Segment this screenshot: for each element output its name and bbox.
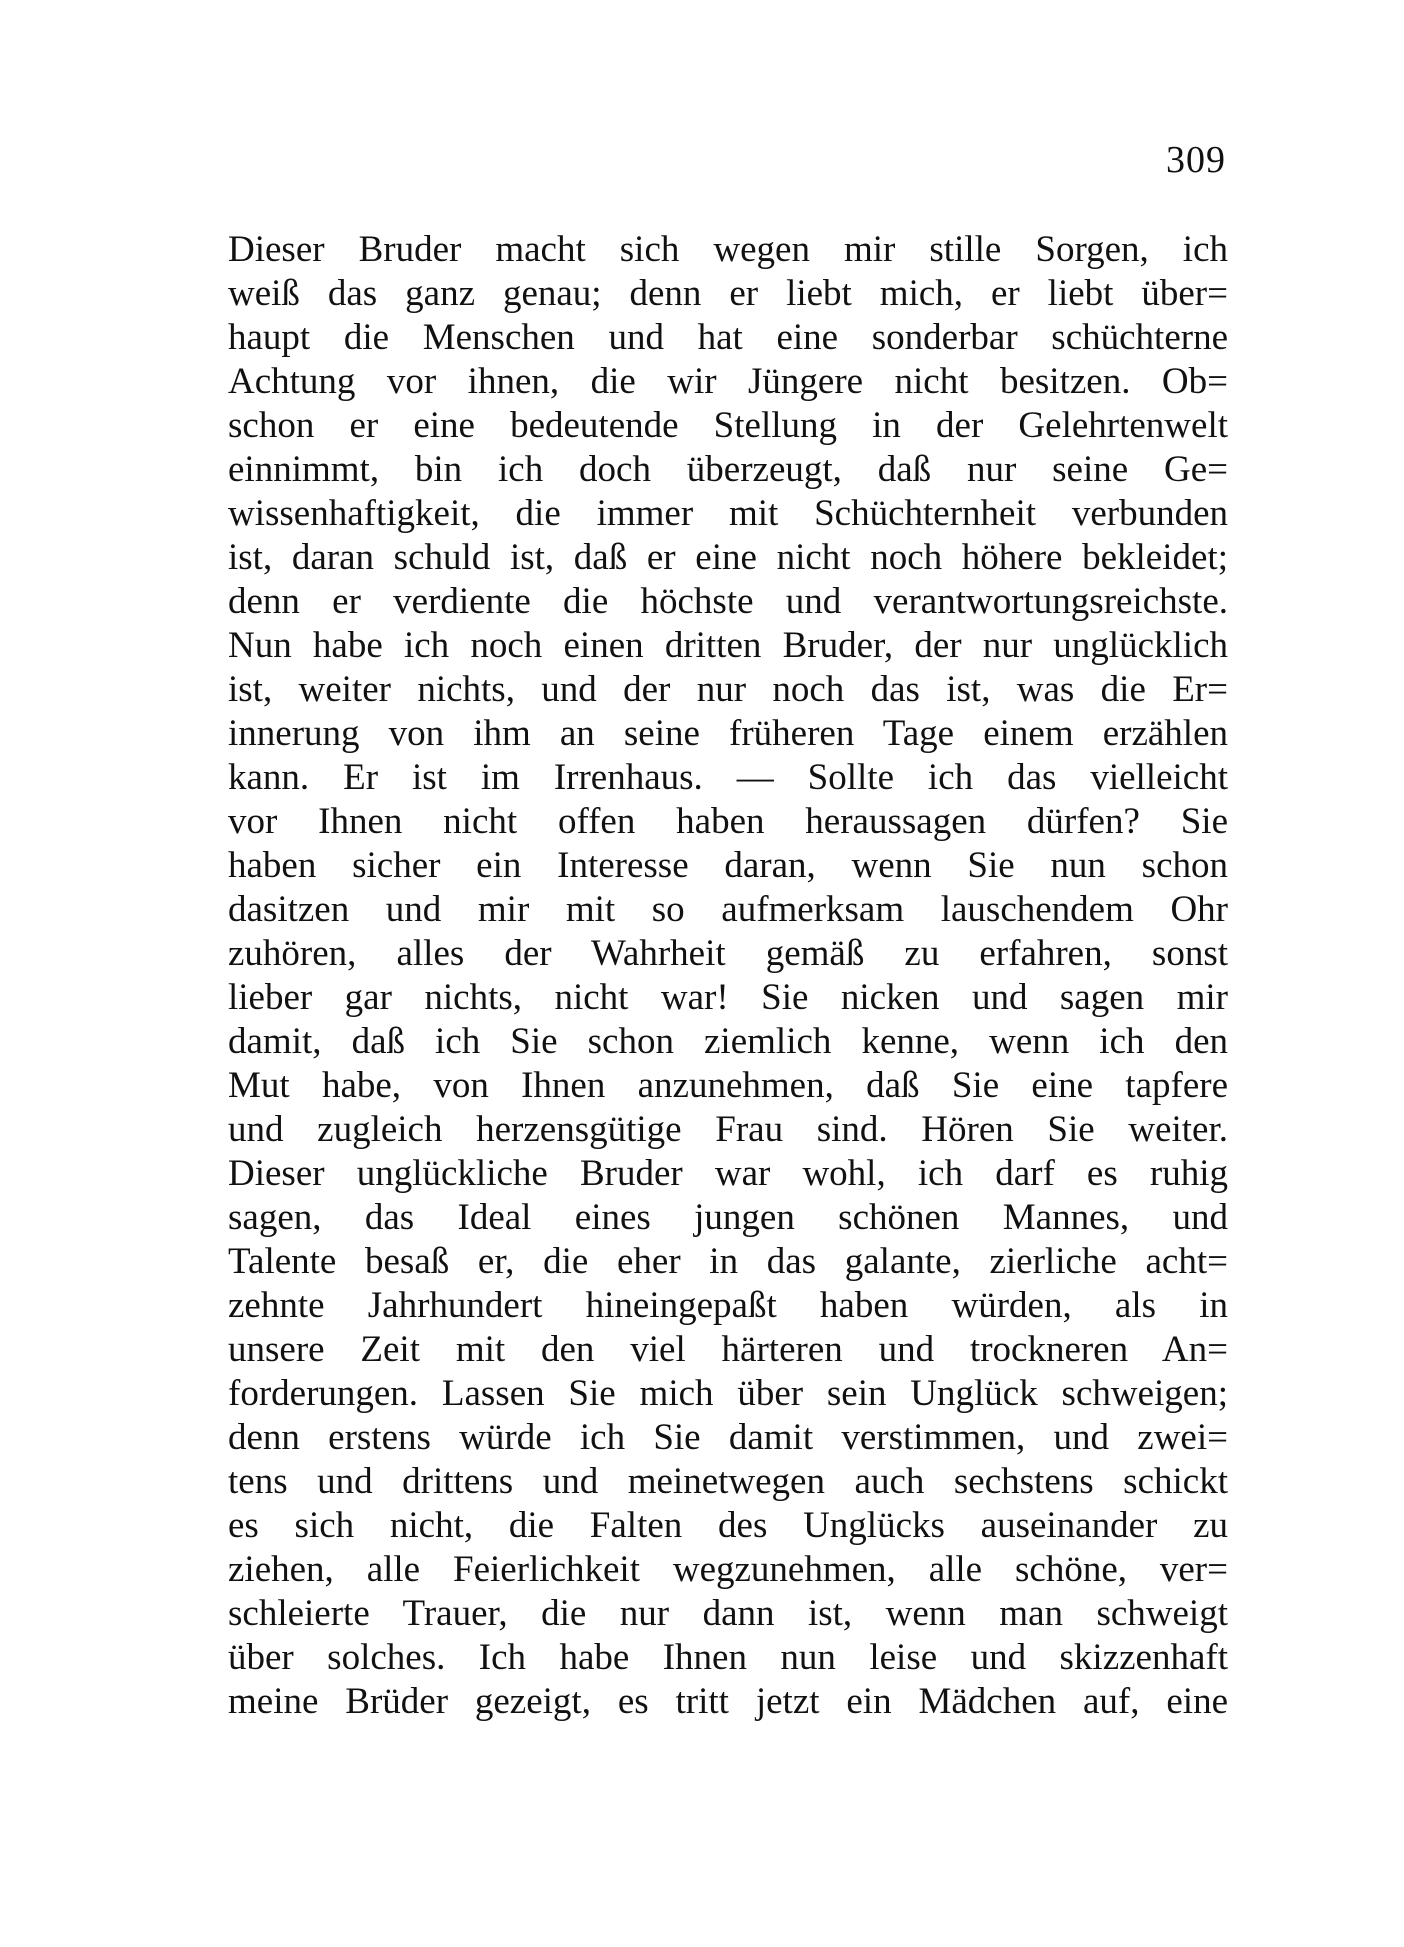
text-line: es sich nicht, die Falten des Unglücks auseinander zu <box>228 1505 1228 1546</box>
text-line: innerung von ihm an seine früheren Tage einem erzählen <box>228 713 1228 754</box>
body-text <box>228 228 1228 1724</box>
text-line: sagen, das Ideal eines jungen schönen Mannes, und <box>228 1197 1228 1238</box>
text-line: denn er verdiente die höchste und verantwortungsreichste. <box>228 581 1228 622</box>
text-line: unsere Zeit mit den viel härteren und trockneren An= <box>228 1329 1228 1370</box>
text-line: schleierte Trauer, die nur dann ist, wenn man schweigt <box>228 1593 1228 1634</box>
text-line: dasitzen und mir mit so aufmerksam lauschendem Ohr <box>228 889 1228 930</box>
text-line: forderungen. Lassen Sie mich über sein Unglück schweigen; <box>228 1373 1228 1414</box>
text-line: Mut habe, von Ihnen anzunehmen, daß Sie eine tapfere <box>228 1065 1228 1106</box>
text-line: Talente besaß er, die eher in das galante, zierliche acht= <box>228 1241 1228 1282</box>
text-line: und zugleich herzensgütige Frau sind. Hören Sie weiter. <box>228 1109 1228 1150</box>
text-line: über solches. Ich habe Ihnen nun leise und skizzenhaft <box>228 1637 1228 1678</box>
text-line: Dieser Bruder macht sich wegen mir stille Sorgen, ich <box>228 229 1228 270</box>
text-line: zehnte Jahrhundert hineingepaßt haben würden, als in <box>228 1285 1228 1326</box>
text-line: haben sicher ein Interesse daran, wenn Sie nun schon <box>228 845 1228 886</box>
text-line: zuhören, alles der Wahrheit gemäß zu erfahren, sonst <box>228 933 1228 974</box>
text-line: weiß das ganz genau; denn er liebt mich, er liebt über= <box>228 273 1228 314</box>
text-line: ist, weiter nichts, und der nur noch das ist, was die Er= <box>228 669 1228 710</box>
text-line: haupt die Menschen und hat eine sonderbar schüchterne <box>228 317 1228 358</box>
text-line: meine Brüder gezeigt, es tritt jetzt ein Mädchen auf, eine <box>228 1681 1228 1722</box>
text-line: ziehen, alle Feierlichkeit wegzunehmen, alle schöne, ver= <box>228 1549 1228 1590</box>
text-line: kann. Er ist im Irrenhaus. — Sollte ich das vielleicht <box>228 757 1228 798</box>
page-number: 309 <box>1166 139 1226 181</box>
text-line: tens und drittens und meinetwegen auch sechstens schickt <box>228 1461 1228 1502</box>
text-line: vor Ihnen nicht offen haben heraussagen dürfen? Sie <box>228 801 1228 842</box>
text-line: einnimmt, bin ich doch überzeugt, daß nur seine Ge= <box>228 449 1228 490</box>
text-line: wissenhaftigkeit, die immer mit Schüchternheit verbunden <box>228 493 1228 534</box>
text-line: denn erstens würde ich Sie damit verstimmen, und zwei= <box>228 1417 1228 1458</box>
text-line: Dieser unglückliche Bruder war wohl, ich darf es ruhig <box>228 1153 1228 1194</box>
text-line: lieber gar nichts, nicht war! Sie nicken und sagen mir <box>228 977 1228 1018</box>
text-line: damit, daß ich Sie schon ziemlich kenne, wenn ich den <box>228 1021 1228 1062</box>
text-line: schon er eine bedeutende Stellung in der Gelehrtenwelt <box>228 405 1228 446</box>
text-line: ist, daran schuld ist, daß er eine nicht noch höhere bekleidet; <box>228 537 1228 578</box>
text-line: Nun habe ich noch einen dritten Bruder, der nur unglücklich <box>228 625 1228 666</box>
text-line: Achtung vor ihnen, die wir Jüngere nicht besitzen. Ob= <box>228 361 1228 402</box>
